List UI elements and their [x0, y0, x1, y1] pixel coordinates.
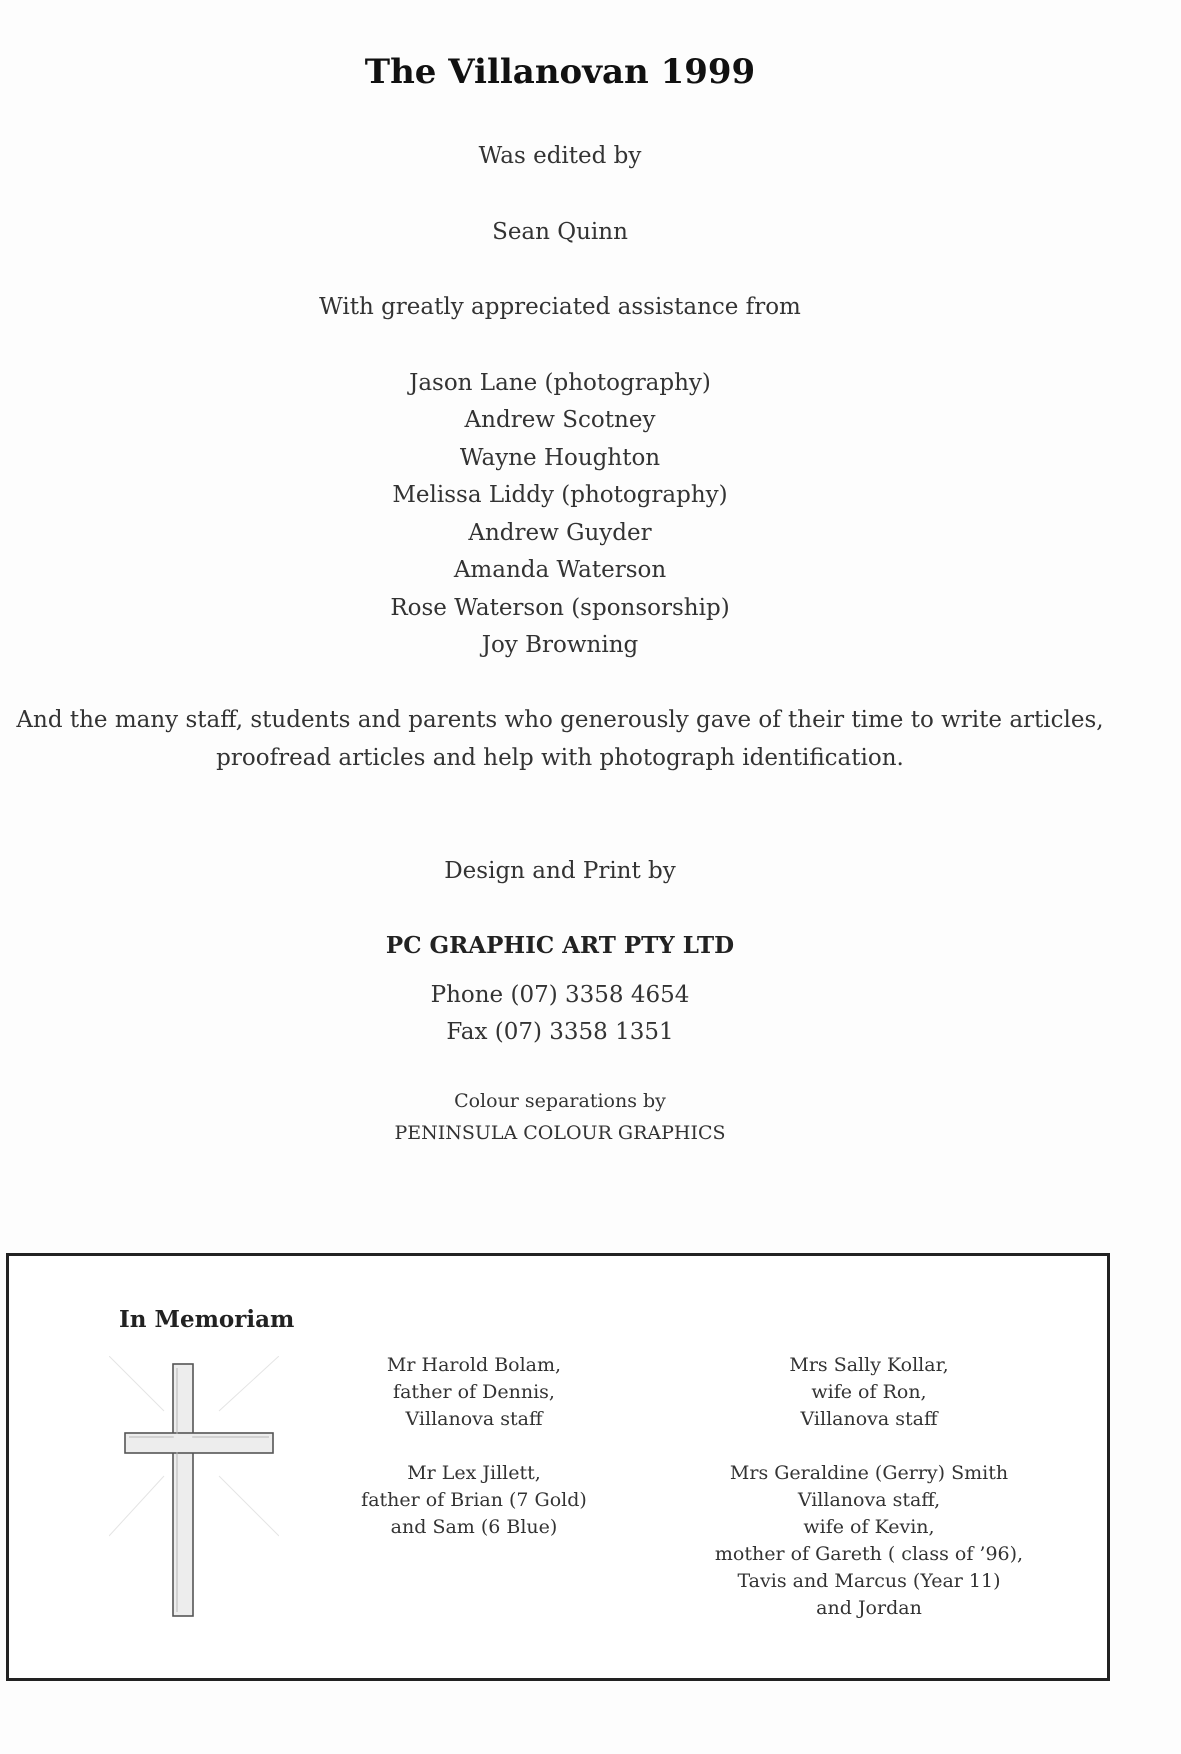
memoriam-left-column	[324, 1352, 624, 1541]
editor-name: Sean Quinn	[492, 219, 628, 245]
memoriam-line: Villanova staff	[405, 1408, 543, 1430]
memoriam-entry	[324, 1460, 624, 1541]
memoriam-line: mother of Gareth ( class of ’96),	[714, 1543, 1024, 1565]
colour-company: PENINSULA COLOUR GRAPHICS	[394, 1122, 726, 1144]
memoriam-line: Mr Harold Bolam,	[386, 1354, 562, 1376]
assistant-name: Amanda Waterson	[453, 557, 667, 583]
memoriam-line: wife of Ron,	[811, 1381, 927, 1403]
assistant-name: Andrew Guyder	[468, 520, 652, 546]
edited-by-label: Was edited by	[478, 143, 642, 169]
assistance-label: With greatly appreciated assistance from	[319, 294, 801, 320]
memoriam-line: father of Brian (7 Gold)	[361, 1489, 587, 1511]
memoriam-line: Mrs Geraldine (Gerry) Smith	[729, 1462, 1009, 1484]
thanks-line-1: And the many staff, students and parents who generously gave of their time to write articles,	[16, 707, 1104, 733]
memoriam-title: In Memoriam	[119, 1306, 295, 1333]
design-label: Design and Print by	[444, 858, 676, 884]
cross-icon	[109, 1356, 279, 1621]
memoriam-line: father of Dennis,	[393, 1381, 555, 1403]
assistant-name: Jason Lane (photography)	[409, 370, 711, 396]
printer-name: PC GRAPHIC ART PTY LTD	[385, 932, 735, 959]
assistant-name: Melissa Liddy (photography)	[392, 482, 728, 508]
colour-label: Colour separations by	[454, 1090, 666, 1112]
memoriam-line: and Jordan	[816, 1597, 922, 1619]
memoriam-line: Villanova staff,	[797, 1489, 941, 1511]
memoriam-line: Mr Lex Jillett,	[407, 1462, 541, 1484]
assistant-name: Andrew Scotney	[464, 407, 656, 433]
memoriam-line: Villanova staff	[800, 1408, 938, 1430]
memoriam-line: Tavis and Marcus (Year 11)	[737, 1570, 1001, 1592]
memoriam-line: and Sam (6 Blue)	[390, 1516, 558, 1538]
printer-fax: Fax (07) 3358 1351	[446, 1019, 674, 1045]
assistant-name: Joy Browning	[481, 632, 639, 658]
page-title: The Villanovan 1999	[364, 52, 756, 92]
assistant-name: Wayne Houghton	[459, 445, 661, 471]
assistant-name: Rose Waterson (sponsorship)	[390, 595, 730, 621]
memoriam-right-column	[669, 1352, 1069, 1622]
thanks-line-2: proofread articles and help with photograph identification.	[216, 745, 904, 771]
memoriam-entry	[669, 1352, 1069, 1433]
printer-phone: Phone (07) 3358 4654	[430, 982, 690, 1008]
memoriam-line: Mrs Sally Kollar,	[789, 1354, 949, 1376]
in-memoriam-box	[6, 1253, 1110, 1681]
memoriam-entry	[324, 1352, 624, 1433]
memoriam-entry	[669, 1460, 1069, 1622]
memoriam-line: wife of Kevin,	[803, 1516, 935, 1538]
